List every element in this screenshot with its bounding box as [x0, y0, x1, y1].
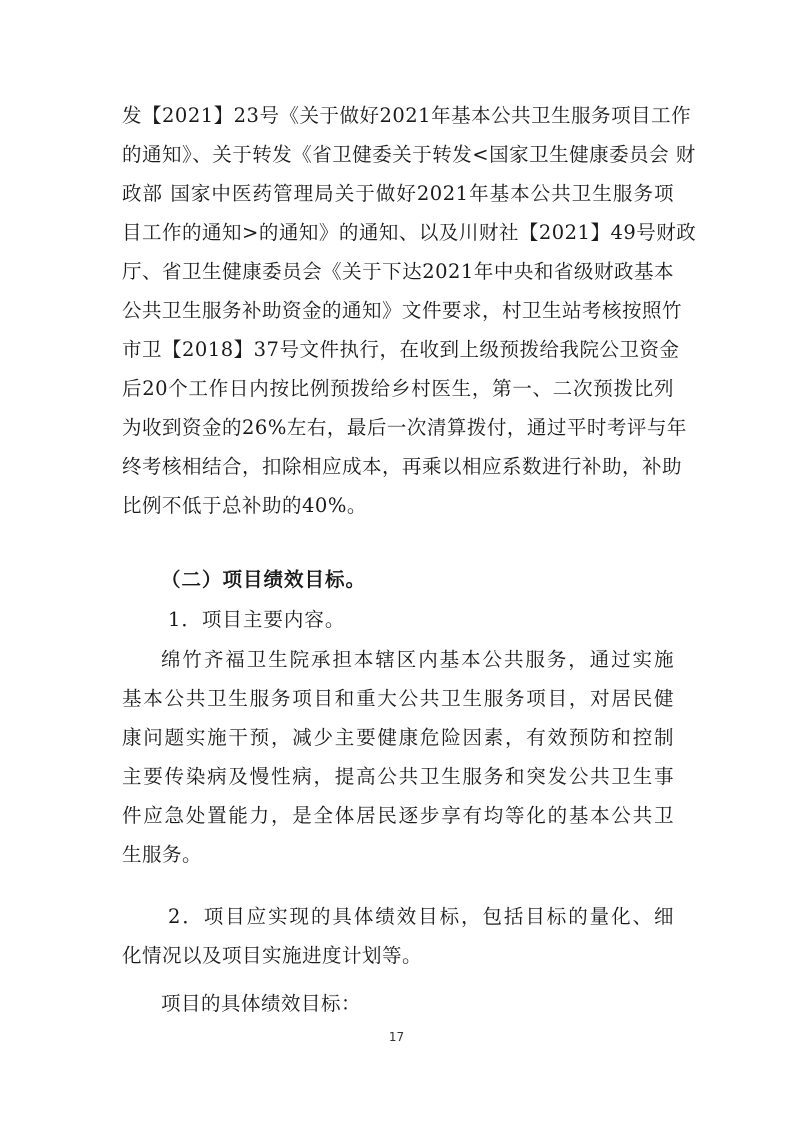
page-number: 17: [388, 1030, 405, 1044]
text-line: 基本公共卫生服务项目和重大公共卫生服务项目，对居民健: [122, 687, 674, 710]
section-heading: （二）项目绩效目标。: [161, 568, 367, 591]
text-line: 目工作的通知>的通知》的通知、以及川财社【2021】49号财政: [122, 221, 697, 244]
item-heading: 1．项目主要内容。: [168, 608, 346, 631]
text-line: 主要传染病及慢性病，提高公共卫生服务和突发公共卫生事: [122, 765, 674, 788]
text-line: 厅、省卫生健康委员会《关于下达2021年中央和省级财政基本: [122, 260, 674, 283]
text-line: 政部 国家中医药管理局关于做好2021年基本公共卫生服务项: [122, 182, 674, 205]
text-line: 终考核相结合，扣除相应成本，再乘以相应系数进行补助，补助: [122, 455, 683, 478]
text-line: 2．项目应实现的具体绩效目标，包括目标的量化、细: [168, 905, 674, 928]
text-line: 为收到资金的26%左右，最后一次清算拨付，通过平时考评与年: [122, 416, 687, 439]
text-line: 的通知》、关于转发《省卫健委关于转发<国家卫生健康委员会 财: [122, 143, 696, 166]
text-line: 化情况以及项目实施进度计划等。: [122, 944, 423, 967]
text-line: 生服务。: [122, 843, 203, 866]
text-line: 绵竹齐福卫生院承担本辖区内基本公共服务，通过实施: [161, 648, 674, 671]
text-line: 比例不低于总补助的40%。: [122, 494, 367, 517]
text-line: 后20个工作日内按比例预拨给乡村医生，第一、二次预拨比列: [122, 377, 674, 400]
text-line: 件应急处置能力，是全体居民逐步享有均等化的基本公共卫: [122, 804, 674, 827]
paragraph-specific-goals: 项目的具体绩效目标：: [161, 992, 362, 1015]
text-line: 公共卫生服务补助资金的通知》文件要求，村卫生站考核按照竹: [122, 299, 683, 322]
text-line: 康问题实施干预，减少主要健康危险因素，有效预防和控制: [122, 726, 674, 749]
text-line: 市卫【2018】37号文件执行，在收到上级预拨给我院公卫资金: [122, 338, 680, 361]
text-line: 发【2021】23号《关于做好2021年基本公共卫生服务项目工作: [122, 104, 692, 127]
